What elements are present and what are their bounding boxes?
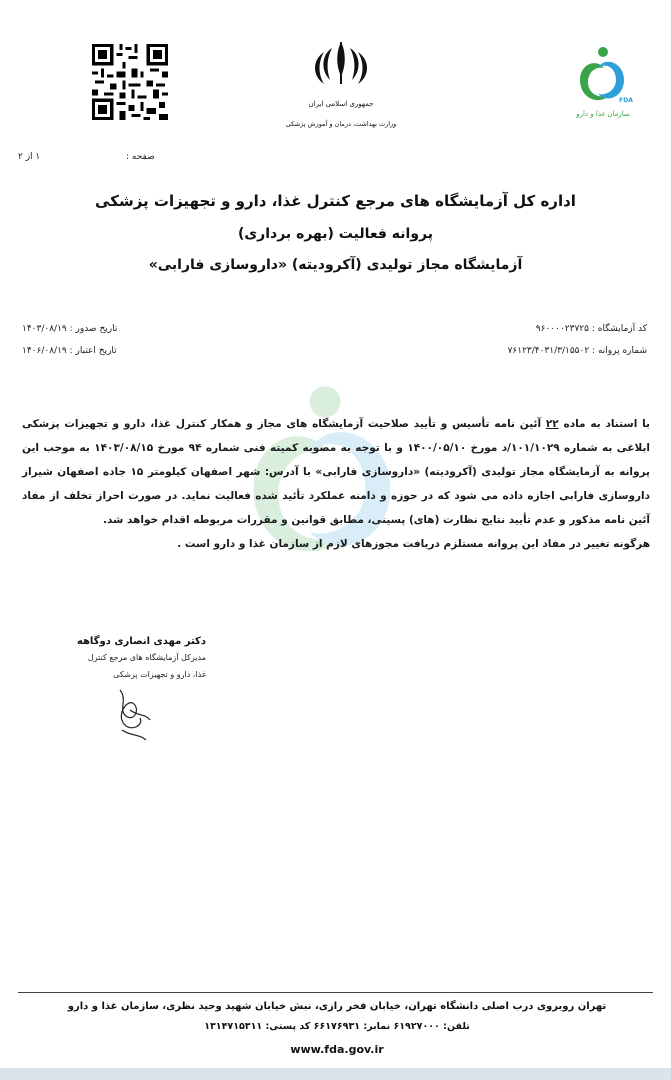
lab-name-title: آزمایشگاه مجاز تولیدی (آکرودیته) «داروسازی فارابی» — [148, 257, 523, 273]
handwritten-signature — [100, 680, 170, 750]
fda-logo-icon — [566, 40, 640, 124]
fda-brand-text: سازمان غذا و دارو — [576, 110, 630, 118]
license-body — [22, 412, 650, 556]
license-number — [508, 346, 647, 356]
valid-until-label: تاریخ اعتبار : — [69, 346, 117, 356]
footer-contact: تلفن: ۶۱۹۲۷۰۰۰ نمابر: ۶۶۱۷۶۹۳۱ کد پستی: ۱۳۱۴۷۱۵۳۱۱ — [204, 1021, 470, 1032]
footer-divider — [18, 992, 653, 993]
license-number-value: ۷۶۱۲۳/۴۰۳۱/۳/۱۵۵۰۲ — [507, 346, 590, 356]
lab-code — [536, 324, 647, 334]
signatory-name: دکتر مهدی انصاری دوگاهه — [76, 636, 206, 647]
body-paragraph-1 — [22, 412, 650, 532]
bottom-bar — [0, 1068, 671, 1080]
emblem-caption: جمهوری اسلامی ایران — [308, 100, 374, 108]
qr-code — [92, 44, 168, 120]
signatory-position-2: غذا، دارو و تجهیزات پزشکی — [113, 670, 206, 679]
signatory-block — [46, 636, 206, 681]
issue-date-label: تاریخ صدور : — [69, 324, 118, 334]
issue-date-value: ۱۴۰۳/۰۸/۱۹ — [22, 324, 67, 334]
body-p1-start: با استناد به ماده — [563, 418, 650, 430]
footer-website[interactable]: www.fda.gov.ir — [290, 1043, 384, 1056]
emblem-icon — [285, 38, 397, 138]
lab-code-value: ۹۶۰۰۰۰۲۳۷۲۵ — [535, 324, 589, 334]
ministry-caption: وزارت بهداشت، درمان و آموزش پزشکی — [285, 120, 397, 128]
page-number-value: ۱ از ۲ — [18, 152, 41, 162]
issue-date — [22, 324, 117, 334]
body-p1-rest: آئین نامه تأسیس و تأیید صلاحیت آزمایشگاه های مجاز و همکار کنترل غذا، دارو و تجهیزات پزشکی ابلاغی به شماره ۱۰۱/۱۰۲۹/د مورخ ۱۴۰۰/۰۵/۱۰ و با توجه به مصوبه کمیته فنی شماره ۹۴ مورخ ۱۴۰۳/۰۸/۱۵ به موجب این پروانه به آزمایشگاه مجاز تولیدی (آکرودیته) «داروسازی فارابی» با آدرس: شهر اصفهان کیلومتر ۱۵ جاده اصفهان شیراز داروسازی فارابی اجازه داده می شود که در حوزه و دامنه عملکرد تأئید شده فعالیت نماید. در صورت احراز تخلف از مفاد آئین نامه مذکور و عدم تأیید نتایج نظارت (های) پسینی، مطابق قوانین و مقررات مربوطه اقدام خواهد شد. — [22, 418, 651, 526]
page-number-label: صفحه : — [126, 152, 155, 162]
signatory-position-1: مدیرکل آزمایشگاه های مرجع کنترل — [87, 653, 206, 662]
fda-abbr-text: FDA — [619, 97, 633, 104]
footer-address: تهران روبروی درب اصلی دانشگاه تهران، خیابان فخر رازی، نبش خیابان شهید وحید نظری، سازمان غذا و دارو — [67, 1001, 607, 1012]
valid-until-value: ۱۴۰۶/۰۸/۱۹ — [22, 346, 67, 356]
lab-code-label: کد آزمایشگاه : — [591, 324, 647, 334]
body-paragraph-2: هرگونه تغییر در مفاد این پروانه مستلزم دریافت مجوزهای لازم از سازمان غذا و دارو است . — [177, 538, 650, 550]
valid-until — [22, 346, 117, 356]
page-title: اداره کل آزمایشگاه های مرجع کنترل غذا، دارو و تجهیزات پزشکی — [95, 192, 576, 210]
article-number: ۲۲ — [545, 418, 559, 430]
license-number-label: شماره پروانه : — [592, 346, 647, 356]
license-type: پروانه فعالیت (بهره برداری) — [237, 226, 434, 242]
